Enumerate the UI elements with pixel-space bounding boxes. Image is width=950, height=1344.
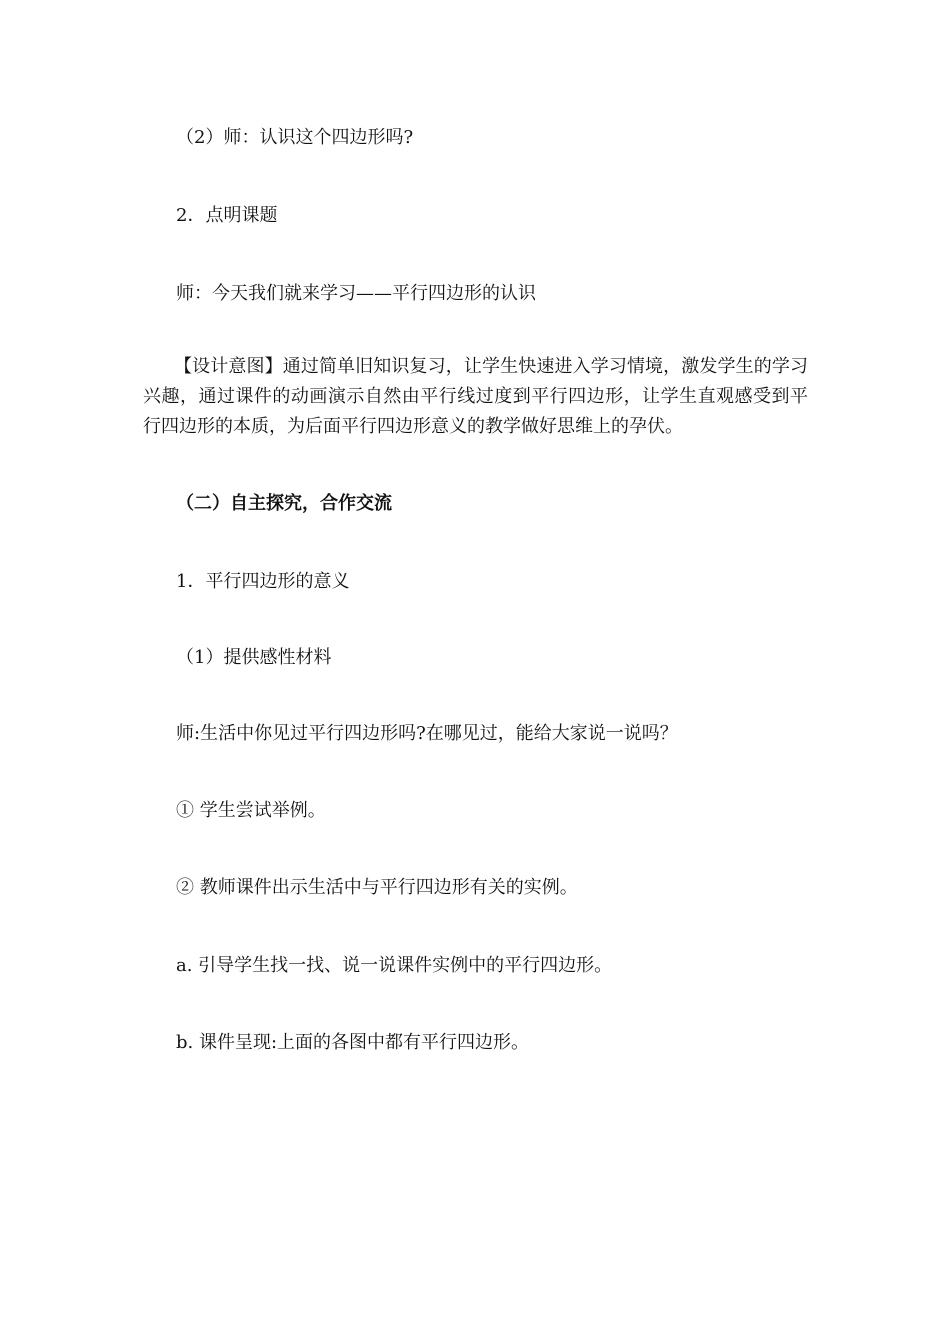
paragraph-lesson-intro: 师：今天我们就来学习——平行四边形的认识 bbox=[176, 283, 536, 304]
paragraph-material-heading: （1）提供感性材料 bbox=[176, 647, 332, 668]
paragraph-guide-students: a. 引导学生找一找、说一说课件实例中的平行四边形。 bbox=[176, 955, 613, 976]
paragraph-design-intent: 【设计意图】通过简单旧知识复习，让学生快速进入学习情境，激发学生的学习兴趣，通过课件的动画演示自然由平行线过度到平行四边形，让学生直观感受到平行四边形的本质，为后面平行四边形意义的教学做好思维上的孕伏。 bbox=[143, 356, 808, 437]
paragraph-student-examples: ① 学生尝试举例。 bbox=[176, 800, 326, 821]
paragraph-courseware-presentation: b. 课件呈现:上面的各图中都有平行四边形。 bbox=[176, 1032, 530, 1053]
paragraph-teacher-question: （2）师：认识这个四边形吗? bbox=[176, 127, 414, 148]
section-heading: （二）自主探究，合作交流 bbox=[176, 493, 392, 514]
paragraph-teacher-prompt: 师:生活中你见过平行四边形吗?在哪见过，能给大家说一说吗？ bbox=[176, 723, 678, 744]
paragraph-topic-heading: 2．点明课题 bbox=[176, 205, 278, 226]
paragraph-meaning-heading: 1．平行四边形的意义 bbox=[176, 571, 350, 592]
paragraph-teacher-examples: ② 教师课件出示生活中与平行四边形有关的实例。 bbox=[176, 877, 578, 898]
